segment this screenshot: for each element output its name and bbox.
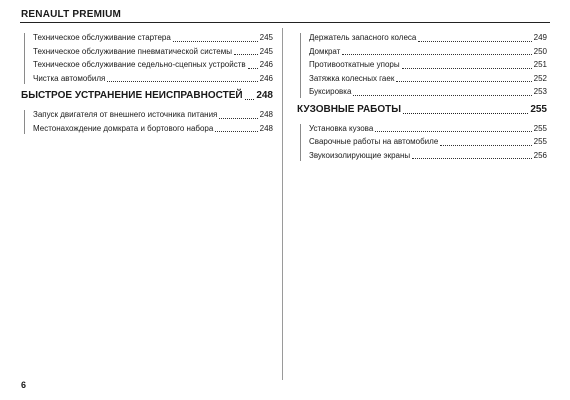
dot-leader: [219, 118, 257, 119]
toc-entry[interactable]: [309, 33, 547, 44]
toc-section-heading[interactable]: [21, 90, 273, 102]
toc-entry-page: 248: [259, 123, 273, 133]
page-number: 6: [21, 380, 27, 390]
toc-entry[interactable]: [33, 60, 273, 71]
dot-leader: [234, 54, 258, 55]
toc-entry-title: Затяжка колесных гаек: [309, 73, 395, 83]
toc-entry-title: Техническое обслуживание пневматической системы: [33, 46, 232, 56]
toc-entry[interactable]: [309, 137, 547, 148]
dot-leader: [342, 54, 531, 55]
toc-entry[interactable]: [309, 151, 547, 162]
toc-group-quick-fix: [24, 110, 273, 134]
toc-entry[interactable]: [33, 74, 273, 85]
toc-entry-title: Домкрат: [309, 46, 341, 56]
toc-entry[interactable]: [33, 110, 273, 121]
dot-leader: [107, 81, 257, 82]
toc-section-page: 248: [256, 90, 273, 101]
toc-entry-title: Сварочные работы на автомобиле: [309, 137, 439, 146]
toc-entry[interactable]: [309, 74, 547, 85]
toc-entry[interactable]: [309, 124, 547, 135]
toc-entry-page: 249: [533, 33, 547, 42]
toc-section-title: БЫСТРОЕ УСТРАНЕНИЕ НЕИСПРАВНОСТЕЙ: [21, 90, 243, 101]
toc-left-column: [21, 33, 273, 137]
toc-entry[interactable]: [309, 87, 547, 98]
dot-leader: [412, 158, 532, 159]
toc-entry-title: Установка кузова: [309, 123, 374, 133]
dot-leader: [403, 113, 528, 114]
toc-group-body-works: [300, 124, 547, 162]
dot-leader: [353, 95, 531, 96]
dot-leader: [245, 99, 255, 100]
toc-entry-page: 246: [259, 60, 273, 69]
dot-leader: [215, 131, 257, 132]
toc-entry-title: Противооткатные упоры: [309, 60, 400, 69]
dot-leader: [440, 145, 531, 146]
toc-entry-title: Звукоизолирующие экраны: [309, 150, 411, 160]
toc-entry[interactable]: [309, 47, 547, 58]
toc-entry-page: 245: [259, 33, 273, 42]
column-divider: [282, 28, 283, 380]
toc-entry-page: 251: [533, 60, 547, 69]
toc-entry-page: 248: [259, 110, 273, 119]
toc-entry-title: Местонахождение домкрата и бортового набора: [33, 123, 214, 133]
toc-entry-title: Держатель запасного колеса: [309, 33, 417, 42]
toc-entry-page: 250: [533, 46, 547, 56]
dot-leader: [248, 68, 258, 69]
dot-leader: [396, 81, 531, 82]
toc-entry-page: 246: [259, 73, 273, 83]
dot-leader: [402, 68, 532, 69]
toc-entry-page: 256: [533, 150, 547, 160]
toc-entry[interactable]: [33, 47, 273, 58]
toc-entry-page: 255: [533, 123, 547, 133]
dot-leader: [418, 41, 531, 42]
toc-section-title: КУЗОВНЫЕ РАБОТЫ: [297, 103, 402, 115]
toc-entry-title: Техническое обслуживание стартера: [33, 33, 171, 42]
toc-entry-title: Буксировка: [309, 87, 352, 96]
toc-entry-page: 255: [533, 137, 547, 146]
toc-entry-title: Чистка автомобиля: [33, 73, 106, 83]
toc-section-page: 255: [530, 103, 547, 115]
toc-right-column: [297, 33, 547, 164]
dot-leader: [375, 131, 531, 132]
toc-entry[interactable]: [33, 33, 273, 44]
toc-entry-title: Техническое обслуживание седельно-сцепных устройств: [33, 60, 246, 69]
toc-group-maintenance: [24, 33, 273, 84]
dot-leader: [173, 41, 258, 42]
toc-entry-title: Запуск двигателя от внешнего источника питания: [33, 110, 218, 119]
running-header-title: RENAULT PREMIUM: [21, 9, 122, 20]
toc-group-wheels: [300, 33, 547, 98]
toc-section-heading[interactable]: [297, 104, 547, 116]
toc-entry[interactable]: [309, 60, 547, 71]
header-rule: [20, 22, 550, 23]
toc-entry[interactable]: [33, 124, 273, 135]
toc-entry-page: 253: [533, 87, 547, 96]
toc-entry-page: 252: [533, 73, 547, 83]
toc-entry-page: 245: [259, 46, 273, 56]
